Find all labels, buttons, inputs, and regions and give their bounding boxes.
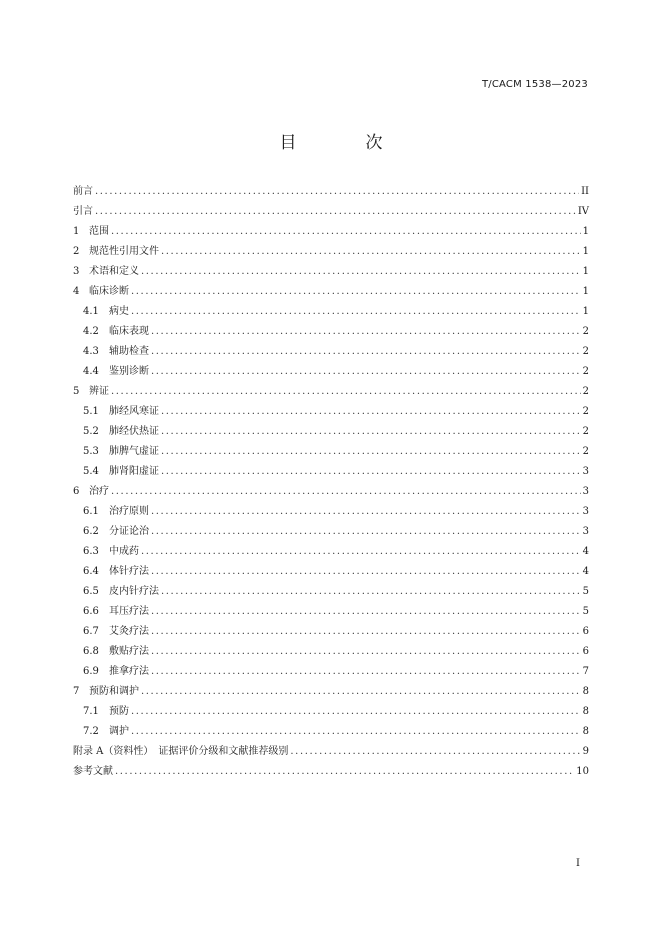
toc-entry-number: 4.2 [83,326,99,337]
toc-entry-label: 病史 [109,306,129,317]
dot-leader [151,662,581,682]
toc-entry-label: 临床表现 [109,326,149,337]
toc-entry[interactable] [73,522,589,542]
toc-entry-page: 5 [582,606,589,617]
dot-leader [151,622,581,642]
dot-leader [111,222,581,242]
toc-entry-number: 6.4 [83,566,99,577]
dot-leader [161,422,581,442]
toc-entry-page: 2 [582,346,589,357]
toc-entry-label: 肺经伏热证 [109,426,159,437]
toc-entry[interactable] [73,482,589,502]
toc-entry[interactable] [73,462,589,482]
dot-leader [151,562,581,582]
dot-leader [95,182,579,202]
dot-leader [161,242,581,262]
toc-entry-page: 3 [582,506,589,517]
toc-entry-number: 6 [73,486,80,497]
toc-entry-number: 6.3 [83,546,99,557]
toc-entry[interactable] [73,222,589,242]
document-code: T/CACM 1538—2023 [481,79,588,90]
toc-entry-number: 5.2 [83,426,99,437]
toc-entry-label: 中成药 [109,546,139,557]
dot-leader [95,202,576,222]
dot-leader [161,442,581,462]
toc-entry[interactable] [73,362,589,382]
toc-entry[interactable] [73,422,589,442]
dot-leader [111,382,581,402]
toc-entry-number: 3 [73,266,80,277]
toc-entry[interactable] [73,722,589,742]
toc-entry-number: 6.7 [83,626,99,637]
dot-leader [290,742,580,762]
toc-entry-label: 艾灸疗法 [109,626,149,637]
toc-entry[interactable] [73,282,589,302]
toc-entry-number: 6.2 [83,526,99,537]
toc-entry-label: 推拿疗法 [109,666,149,677]
toc-entry-page: 7 [582,666,589,677]
toc-entry-number: 6.9 [83,666,99,677]
toc-entry-label: 体针疗法 [109,566,149,577]
toc-entry-label: 皮内针疗法 [109,586,159,597]
toc-entry-label: 附录 A（资料性） 证据评价分级和文献推荐级别 [73,746,289,757]
toc-entry[interactable] [73,202,589,222]
toc-entry[interactable] [73,762,589,782]
toc-entry-label: 规范性引用文件 [89,246,159,257]
toc-entry-page: 10 [576,766,589,777]
toc-entry[interactable] [73,562,589,582]
toc-entry[interactable] [73,382,589,402]
dot-leader [151,502,581,522]
toc-entry-number: 4.4 [83,366,99,377]
toc-entry-label: 肺肾阳虚证 [109,466,159,477]
toc-entry-page: 1 [582,226,589,237]
toc-entry[interactable] [73,682,589,702]
page-title: 目 次 [279,133,409,153]
toc-entry-label: 参考文献 [73,766,113,777]
toc-entry-page: 1 [582,306,589,317]
toc-entry-number: 7.1 [83,706,99,717]
dot-leader [151,362,581,382]
toc-entry[interactable] [73,302,589,322]
toc-entry-number: 5 [73,386,80,397]
toc-entry-number: 6.6 [83,606,99,617]
dot-leader [111,482,581,502]
toc-entry-number: 4 [73,286,80,297]
dot-leader [141,542,581,562]
toc-entry-page: 8 [582,726,589,737]
toc-entry-label: 治疗 [89,486,109,497]
dot-leader [151,602,581,622]
toc-entry-page: 3 [582,466,589,477]
toc-entry[interactable] [73,342,589,362]
toc-entry[interactable] [73,262,589,282]
toc-entry-label: 辅助检查 [109,346,149,357]
toc-entry-label: 耳压疗法 [109,606,149,617]
toc-entry[interactable] [73,182,589,202]
toc-entry-page: 2 [582,446,589,457]
toc-entry-page: 4 [582,546,589,557]
dot-leader [161,462,581,482]
dot-leader [115,762,574,782]
page-folio: I [576,858,580,869]
dot-leader [161,582,581,602]
toc-entry[interactable] [73,502,589,522]
toc-entry-page: 2 [582,386,589,397]
toc-entry-number: 6.5 [83,586,99,597]
toc-entry-label: 范围 [89,226,109,237]
toc-entry-page: 4 [582,566,589,577]
toc-entry-page: 2 [582,326,589,337]
toc-entry-label: 辨证 [89,386,109,397]
toc-entry-label: 鉴别诊断 [109,366,149,377]
toc-entry-label: 引言 [73,206,93,217]
toc-entry-page: 8 [582,706,589,717]
toc-entry-page: 1 [582,266,589,277]
toc-entry-label: 术语和定义 [89,266,139,277]
toc-entry-page: 6 [582,626,589,637]
toc-entry-number: 6.1 [83,506,99,517]
dot-leader [141,682,581,702]
toc-entry-page: 6 [582,646,589,657]
toc-entry-page: 2 [582,426,589,437]
toc-entry-label: 肺脾气虚证 [109,446,159,457]
toc-entry-number: 4.3 [83,346,99,357]
toc-entry-page: 1 [582,246,589,257]
toc-entry-label: 分证论治 [109,526,149,537]
toc-entry-number: 1 [73,226,80,237]
toc-entry-label: 调护 [109,726,129,737]
toc-entry-number: 4.1 [83,306,99,317]
toc-entry-label: 肺经风寒证 [109,406,159,417]
toc-entry-number: 5.3 [83,446,99,457]
toc-entry-page: 2 [582,406,589,417]
toc-entry-page: 5 [582,586,589,597]
toc-entry-page: 3 [582,526,589,537]
dot-leader [151,642,581,662]
toc-entry[interactable] [73,702,589,722]
toc-entry-page: 1 [582,286,589,297]
toc-entry-page: 2 [582,366,589,377]
toc-entry[interactable] [73,322,589,342]
toc-entry[interactable] [73,662,589,682]
toc-entry-label: 敷贴疗法 [109,646,149,657]
toc-entry[interactable] [73,402,589,422]
toc-entry[interactable] [73,242,589,262]
toc-entry[interactable] [73,622,589,642]
toc-entry-number: 5.4 [83,466,99,477]
toc-entry[interactable] [73,642,589,662]
dot-leader [131,302,581,322]
toc-entry[interactable] [73,582,589,602]
toc-entry[interactable] [73,542,589,562]
dot-leader [131,282,581,302]
toc-entry-page: IV [577,206,589,217]
toc-entry-label: 治疗原则 [109,506,149,517]
dot-leader [151,322,581,342]
toc-entry-number: 7 [73,686,80,697]
dot-leader [131,722,581,742]
dot-leader [161,402,581,422]
toc-entry-page: 8 [582,686,589,697]
dot-leader [141,262,581,282]
toc-entry-number: 2 [73,246,80,257]
dot-leader [151,522,581,542]
dot-leader [131,702,581,722]
table-of-contents [73,182,589,782]
toc-entry[interactable] [73,602,589,622]
toc-entry-page: 3 [582,486,589,497]
toc-entry-label: 临床诊断 [89,286,129,297]
toc-entry-label: 预防 [109,706,129,717]
toc-entry-number: 7.2 [83,726,99,737]
dot-leader [151,342,581,362]
toc-entry-label: 预防和调护 [89,686,139,697]
toc-entry-number: 6.8 [83,646,99,657]
toc-entry[interactable] [73,442,589,462]
toc-entry-label: 前言 [73,186,93,197]
toc-entry[interactable] [73,742,589,762]
toc-entry-page: II [581,186,589,197]
toc-entry-number: 5.1 [83,406,99,417]
toc-entry-page: 9 [582,746,589,757]
